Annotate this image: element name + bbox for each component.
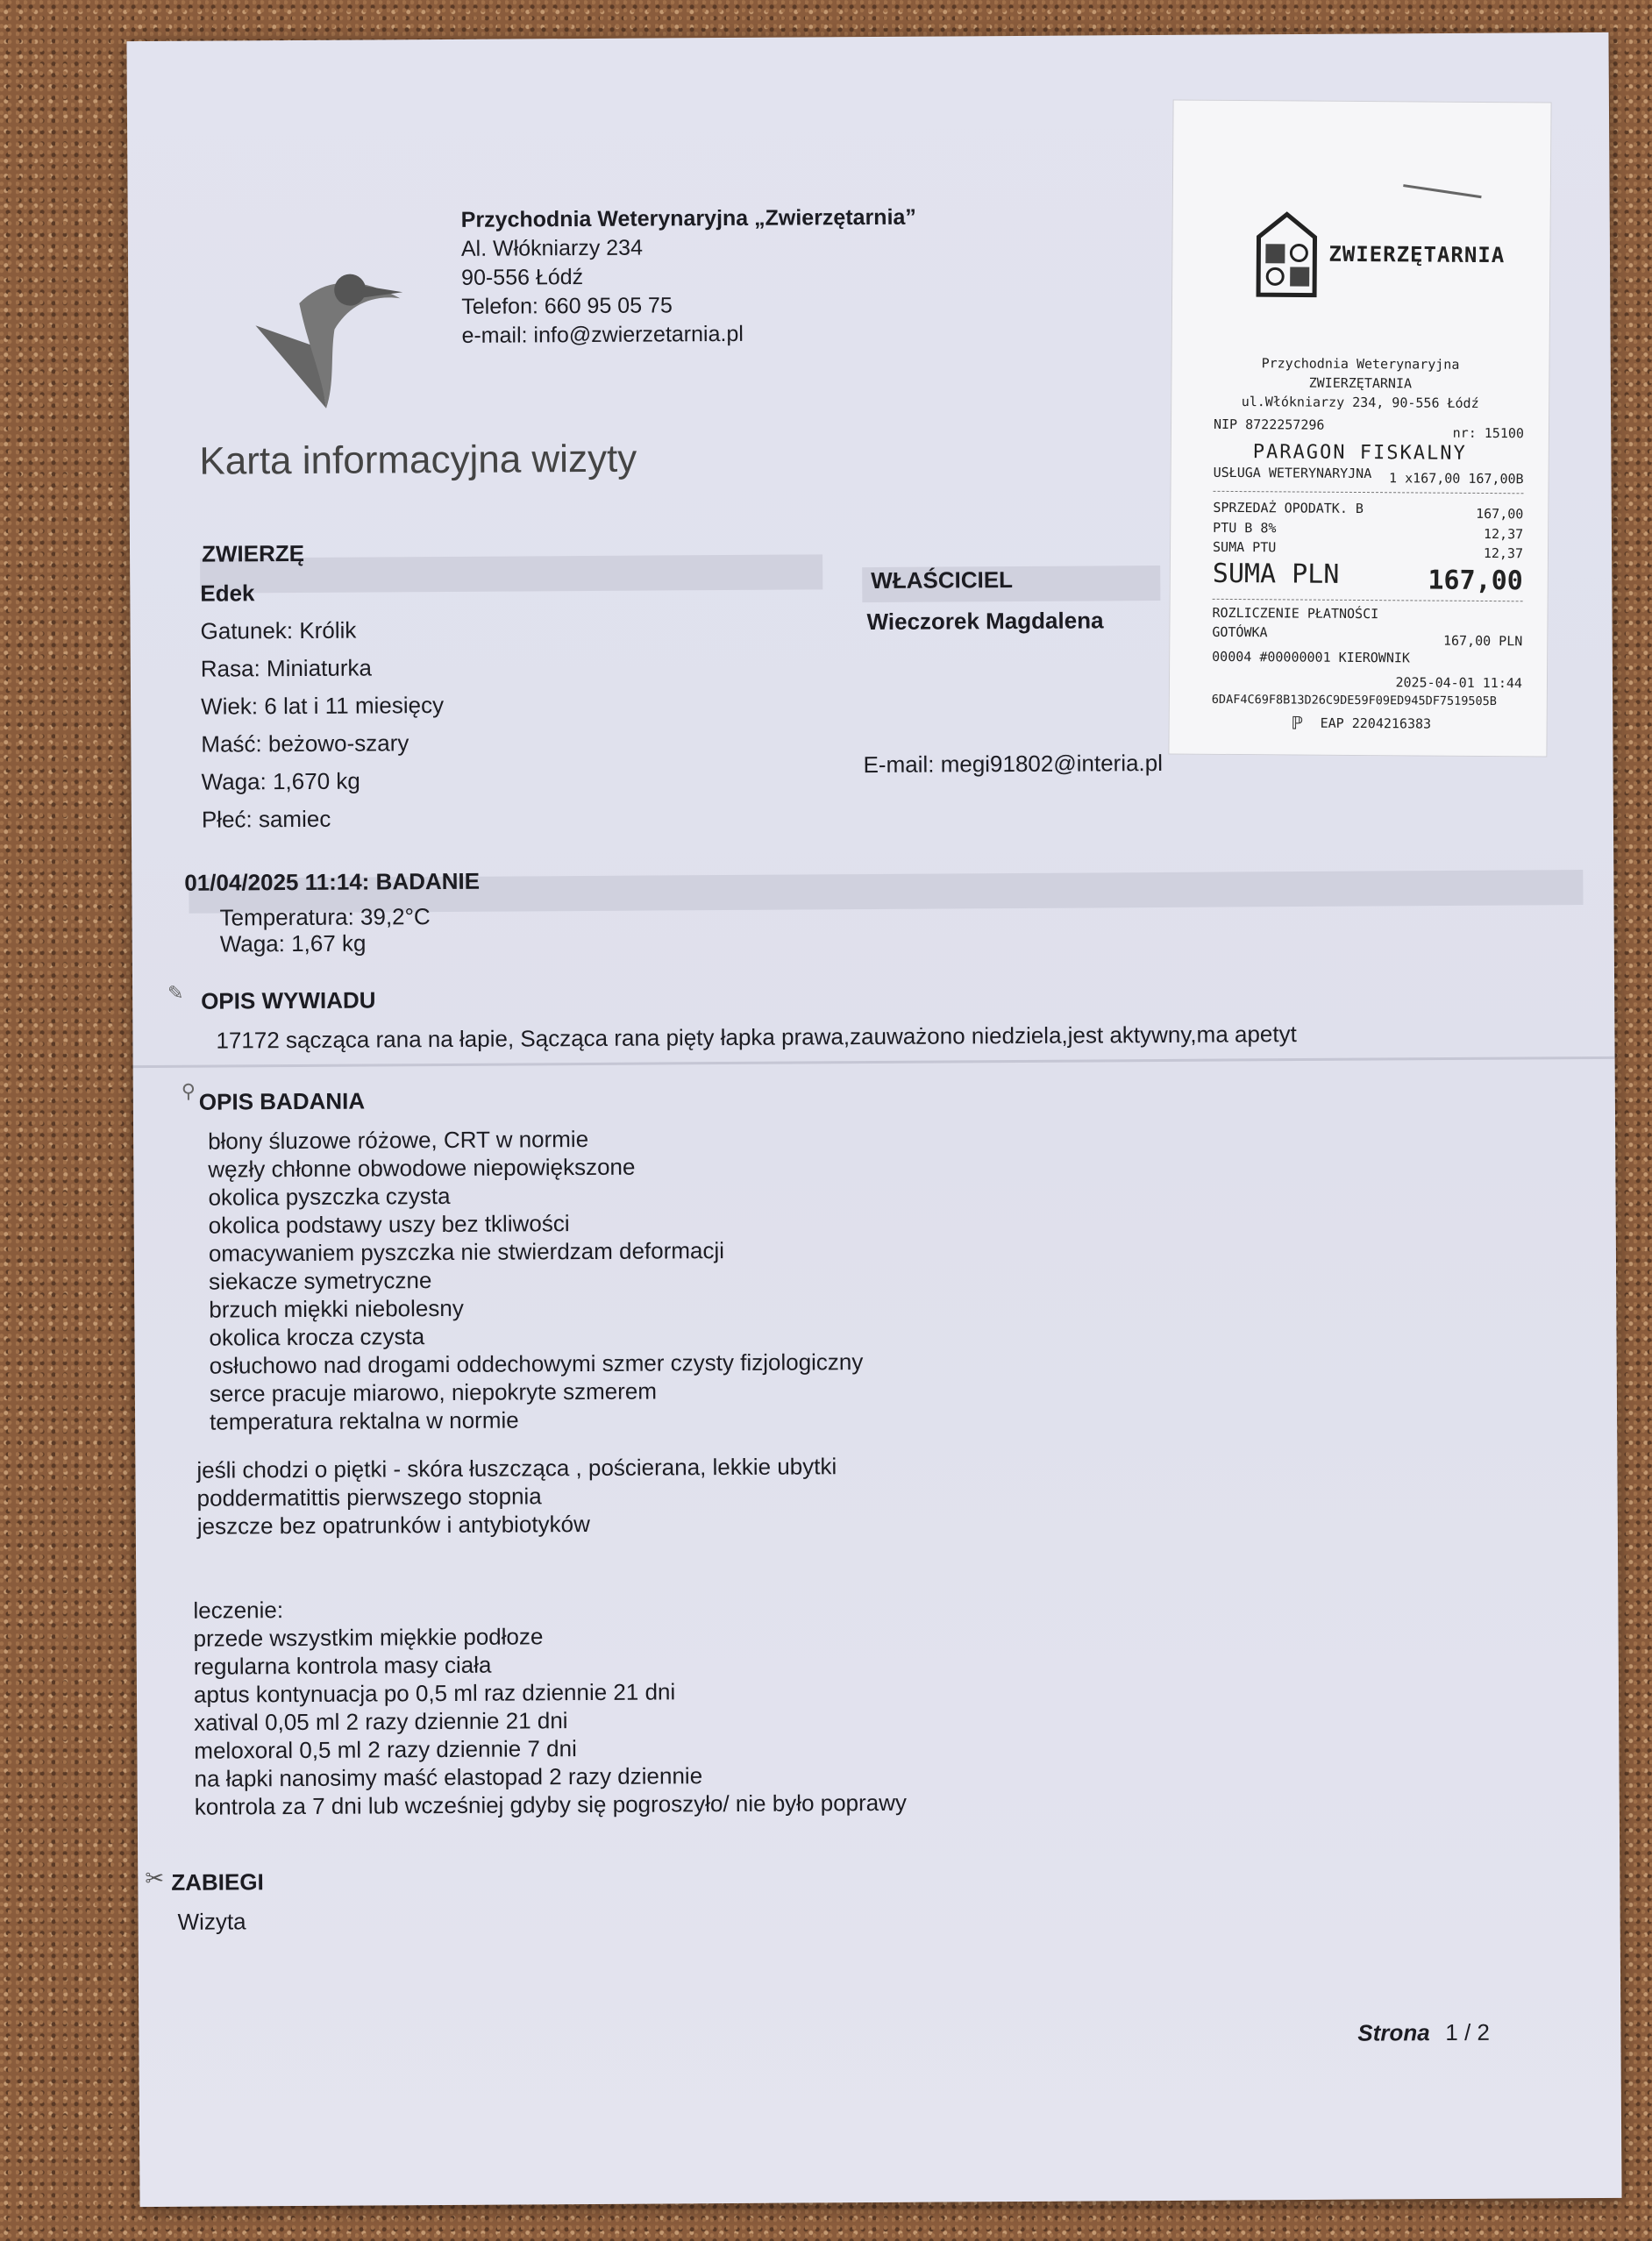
receipt-house-logo-icon [1253, 210, 1322, 299]
owner-email: E-mail: megi91802@interia.pl [863, 749, 1164, 779]
receipt-clinic-line1: Przychodnia Weterynaryjna [1261, 355, 1460, 373]
pen-icon: ✎ [167, 981, 184, 1004]
receipt-number: nr: 15100 [1452, 424, 1525, 442]
fiscal-receipt [1168, 100, 1551, 758]
interview-text: 17172 sącząca rana na łapie, Sącząca rana pięty łapka prawa,zauważono niedziela,jest aktywny,ma apetyt [216, 1021, 1297, 1054]
treatment-line: xatival 0,05 ml 2 razy dziennie 21 dni [194, 1707, 568, 1736]
clinic-address-street: Al. Włókniarzy 234 [460, 235, 644, 261]
clinic-email: e-mail: info@zwierzetarnia.pl [461, 321, 744, 348]
scissors-icon: ✂ [145, 1864, 165, 1892]
animal-details [200, 579, 445, 844]
receipt-sale-value: 167,00 [1476, 505, 1524, 523]
animal-name: Edek [200, 580, 255, 607]
treatment-line: leczenie: [193, 1597, 284, 1624]
exam-findings [208, 1124, 864, 1437]
clinic-name: Przychodnia Weterynaryjna „Zwierzętarnia” [460, 204, 916, 232]
page-number: 1 / 2 [1445, 2018, 1491, 2046]
receipt-hash: 6DAF4C69F8B13D26C9DE59F09ED945DF7519505B [1211, 692, 1497, 709]
treatment-line: meloxoral 0,5 ml 2 razy dziennie 7 dni [194, 1735, 577, 1764]
exam-paws [196, 1453, 837, 1540]
procedure-item: Wizyta [177, 1908, 246, 1935]
visit-header: 01/04/2025 11:14: BADANIE [184, 867, 481, 896]
exam-finding: brzuch miękki niebolesny [209, 1294, 464, 1323]
exam-paw-note: jeszcze bez opatrunków i antybiotyków [196, 1510, 590, 1540]
receipt-fiscal-mark-icon: ℙ [1292, 712, 1303, 734]
exam-header: OPIS BADANIA [198, 1087, 366, 1115]
animal-header: ZWIERZĘ [201, 539, 305, 567]
procedures-header: ZABIEGI [171, 1868, 264, 1896]
exam-finding: okolica podstawy uszy bez tkliwości [208, 1210, 570, 1239]
exam-finding: osłuchowo nad drogami oddechowymi szmer czysty fizjologiczny [209, 1348, 864, 1379]
exam-finding: węzły chłonne obwodowe niepowiększone [208, 1153, 636, 1183]
treatment-line: przede wszystkim miękkie podłoze [193, 1623, 544, 1652]
exam-finding: okolica krocza czysta [209, 1323, 425, 1351]
exam-finding: temperatura rektalna w normie [209, 1406, 519, 1435]
exam-paw-note: jeśli chodzi o piętki - skóra łuszcząca , pościerana, lekkie ubytki [196, 1453, 837, 1483]
animal-species: Gatunek: Królik [200, 616, 357, 644]
animal-coat: Maść: beżowo-szary [201, 729, 409, 758]
animal-age: Wiek: 6 lat i 11 miesięcy [201, 691, 445, 720]
receipt-item: USŁUGA WETERYNARYJNA [1213, 464, 1372, 482]
animal-sex: Płeć: samiec [201, 805, 331, 833]
receipt-title: PARAGON FISKALNY [1252, 441, 1467, 465]
page-label: Strona [1357, 2019, 1430, 2046]
receipt-datetime: 2025-04-01 11:44 [1395, 674, 1523, 692]
treatment-line: kontrola za 7 dni lub wcześniej gdyby się pogroszyło/ nie było poprawy [194, 1789, 908, 1820]
exam-paw-note: poddermatittis pierwszego stopnia [196, 1483, 542, 1512]
stethoscope-icon: ⚲ [181, 1079, 196, 1102]
receipt-divider [1213, 491, 1523, 494]
receipt-total-value: 167,00 [1428, 565, 1523, 597]
exam-finding: błony śluzowe różowe, CRT w normie [208, 1125, 589, 1155]
receipt-cash-value: 167,00 PLN [1442, 632, 1523, 650]
treatment-line: na łapki nanosimy maść elastopad 2 razy dziennie [194, 1762, 703, 1792]
exam-finding: omacywaniem pyszczka nie stwierdzam deformacji [208, 1237, 725, 1267]
receipt-nip: NIP 8722257296 [1213, 416, 1325, 433]
animal-weight: Waga: 1,670 kg [201, 767, 360, 795]
page-title: Karta informacyjna wizyty [199, 437, 637, 483]
animal-breed: Rasa: Miniaturka [200, 654, 373, 682]
exam-finding: siekacze symetryczne [209, 1267, 432, 1295]
exam-finding: serce pracuje miarowo, niepokryte szmerem [209, 1377, 658, 1407]
receipt-cash-label: GOTÓWKA [1212, 623, 1268, 641]
visit-weight: Waga: 1,67 kg [219, 929, 367, 957]
receipt-sum-ptu-label: SUMA PTU [1212, 538, 1277, 556]
receipt-clinic-line2: ZWIERZĘTARNIA [1308, 374, 1413, 392]
receipt-item-amount: 1 x167,00 167,00B [1389, 470, 1524, 487]
clinic-phone: Telefon: 660 95 05 75 [461, 293, 673, 319]
receipt-total-label: SUMA PLN [1212, 558, 1340, 590]
clinic-address-city: 90-556 Łódź [461, 265, 584, 290]
visit-temperature: Temperatura: 39,2°C [219, 903, 431, 931]
receipt-eap: EAP 2204216383 [1320, 715, 1432, 732]
treatment-plan [193, 1593, 907, 1822]
receipt-ptu-label: PTU B 8% [1213, 519, 1277, 537]
receipt-divider [1213, 599, 1523, 601]
treatment-line: regularna kontrola masy ciała [193, 1651, 492, 1680]
exam-finding: okolica pyszczka czysta [208, 1182, 451, 1211]
receipt-ptu-value: 12,37 [1483, 525, 1524, 543]
owner-header: WŁAŚCICIEL [871, 566, 1014, 594]
receipt-brand: ZWIERZĘTARNIA [1328, 241, 1506, 268]
receipt-sale-label: SPRZEDAŻ OPODATK. B [1213, 499, 1364, 517]
interview-header: OPIS WYWIADU [201, 986, 376, 1014]
clinic-logo-bird-icon [246, 241, 405, 417]
receipt-address: ul.Włókniarzy 234, 90-556 Łódź [1241, 394, 1479, 411]
paper-fold [133, 1056, 1615, 1068]
receipt-pen-mark [1403, 184, 1481, 198]
receipt-settlement: ROZLICZENIE PŁATNOŚCI [1212, 604, 1379, 622]
clinic-header [461, 203, 917, 351]
receipt-sum-ptu-value: 12,37 [1483, 544, 1524, 562]
owner-name: Wieczorek Magdalena [866, 607, 1104, 636]
treatment-line: aptus kontynuacja po 0,5 ml raz dziennie 21 dni [193, 1678, 676, 1708]
receipt-cashier: 00004 #00000001 KIEROWNIK [1212, 648, 1411, 666]
